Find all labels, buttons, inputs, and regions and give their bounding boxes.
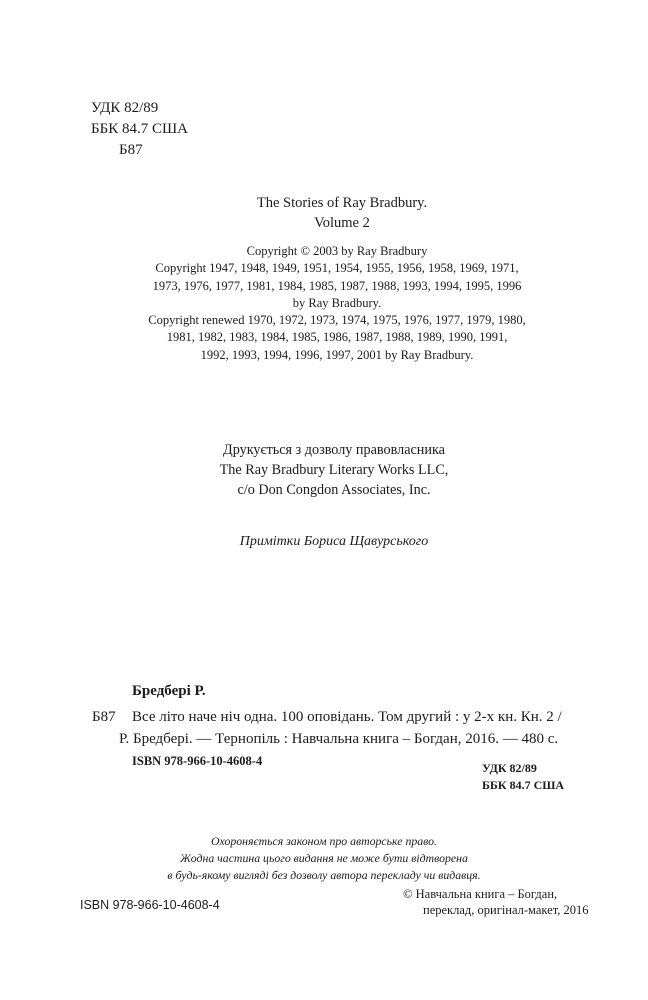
catalog-bbk: ББК 84.7 США [482, 778, 565, 792]
copyright-line: 1992, 1993, 1994, 1996, 1997, 2001 by Ray Bradbury. [200, 347, 474, 362]
catalog-isbn: ISBN 978-966-10-4608-4 [132, 754, 263, 768]
bbk-code: ББК 84.7 США [91, 121, 188, 137]
catalog-description-line: Р. Бредбері. — Тернопіль : Навчальна книга – Богдан, 2016. — 480 с. [119, 731, 559, 747]
catalog-classification [482, 760, 564, 794]
permission-line: The Ray Bradbury Literary Works LLC, [219, 462, 449, 478]
permission-line: Друкується з дозволу правовласника [223, 442, 445, 458]
copyright-line: 1981, 1982, 1983, 1984, 1985, 1986, 1987, 1988, 1989, 1990, 1991, [166, 330, 508, 345]
copyright-line: by Ray Bradbury. [292, 295, 382, 310]
catalog-udk: УДК 82/89 [482, 761, 537, 775]
catalog-author: Бредбері Р. [132, 683, 206, 699]
footer-copyright-line: переклад, оригінал-макет, 2016 [423, 903, 589, 917]
footer-copyright-line: © Навчальна книга – Богдан, [403, 887, 558, 901]
rights-notice [0, 833, 648, 884]
classification-block [91, 98, 188, 161]
catalog-description-line: Все літо наче ніч одна. 100 оповідань. Том другий : у 2-х кн. Кн. 2 / [132, 709, 562, 725]
original-title-line: Volume 2 [314, 215, 370, 231]
copyright-line: Copyright © 2003 by Ray Bradbury [246, 244, 428, 258]
notes-credit-text: Примітки Бориса Щавурського [239, 534, 429, 549]
copyright-line: 1973, 1976, 1977, 1981, 1984, 1985, 1987, 1988, 1993, 1994, 1995, 1996 [152, 278, 522, 293]
rights-notice-line: Жодна частина цього видання не може бути відтворена [180, 851, 468, 865]
copyright-line: Copyright renewed 1970, 1972, 1973, 1974, 1975, 1976, 1977, 1979, 1980, [148, 313, 526, 328]
notes-credit [10, 532, 648, 552]
copyright-block [13, 243, 648, 364]
original-title-line: The Stories of Ray Bradbury. [256, 195, 428, 211]
original-title [18, 193, 648, 233]
catalog-call-sign: Б87 [92, 709, 116, 725]
copyright-line: Copyright 1947, 1948, 1949, 1951, 1954, 1955, 1956, 1958, 1969, 1971, [155, 261, 519, 276]
rights-notice-line: в будь-якому вигляді без дозволу автора перекладу чи видавця. [167, 868, 481, 882]
permission-block [10, 440, 648, 500]
permission-line: c/o Don Congdon Associates, Inc. [237, 482, 431, 498]
udk-code: УДК 82/89 [91, 100, 159, 116]
rights-notice-line: Охороняється законом про авторське право. [211, 834, 437, 848]
author-sign-code: Б87 [119, 142, 143, 158]
footer-copyright [403, 886, 589, 918]
footer-isbn: ISBN 978-966-10-4608-4 [80, 898, 220, 912]
